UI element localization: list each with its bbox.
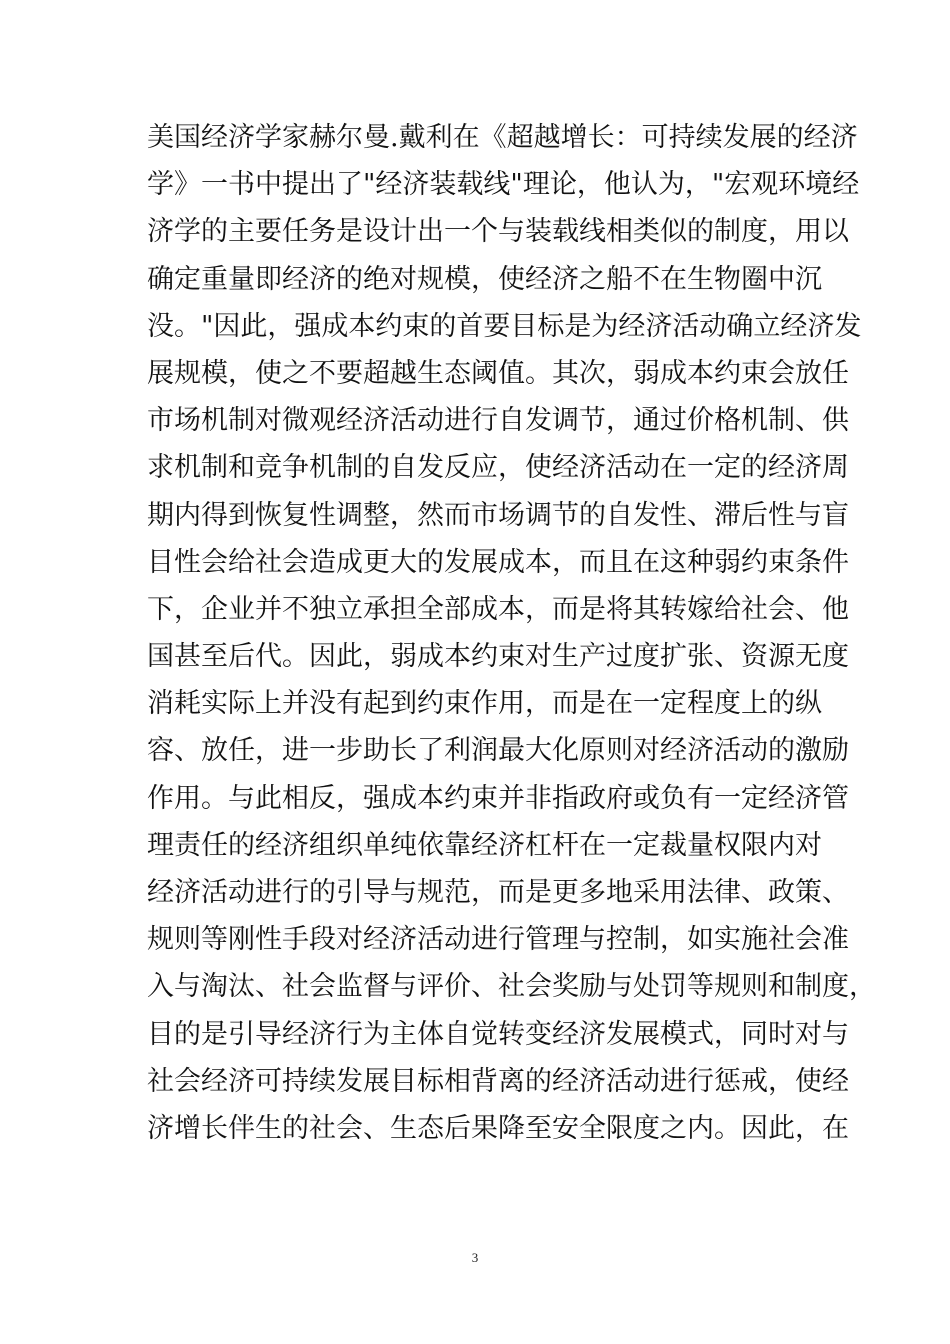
text-line: 没。"因此，强成本约束的首要目标是为经济活动确立经济发 (147, 310, 862, 342)
text-line: 求机制和竞争机制的自发反应，使经济活动在一定的经济周 (147, 452, 849, 484)
text-line: 国甚至后代。因此，弱成本约束对生产过度扩张、资源无度 (147, 641, 849, 673)
text-line: 确定重量即经济的绝对规模，使经济之船不在生物圈中沉 (147, 263, 822, 295)
text-line: 展规模，使之不要超越生态阈值。其次，弱成本约束会放任 (147, 357, 849, 389)
text-line: 下，企业并不独立承担全部成本，而是将其转嫁给社会、他 (147, 593, 849, 625)
text-line: 入与淘汰、社会监督与评价、社会奖励与处罚等规则和制度， (147, 971, 876, 1003)
text-line: 作用。与此相反，强成本约束并非指政府或负有一定经济管 (147, 782, 849, 814)
text-line: 经济活动进行的引导与规范，而是更多地采用法律、政策、 (147, 877, 849, 908)
text-line: 目的是引导经济行为主体自觉转变经济发展模式，同时对与 (147, 1018, 849, 1050)
text-line: 社会经济可持续发展目标相背离的经济活动进行惩戒，使经 (147, 1065, 849, 1097)
text-line: 市场机制对微观经济活动进行自发调节，通过价格机制、供 (147, 405, 849, 437)
text-line: 期内得到恢复性调整，然而市场调节的自发性、滞后性与盲 (147, 499, 849, 531)
text-line: 济增长伴生的社会、生态后果降至安全限度之内。因此，在 (147, 1112, 849, 1144)
body-paragraph (147, 114, 876, 1152)
text-line: 规则等刚性手段对经济活动进行管理与控制，如实施社会准 (147, 924, 849, 956)
text-line: 消耗实际上并没有起到约束作用，而是在一定程度上的纵 (147, 688, 822, 720)
text-line: 目性会给社会造成更大的发展成本，而且在这种弱约束条件 (147, 546, 849, 578)
text-line: 济学的主要任务是设计出一个与装载线相类似的制度，用以 (147, 216, 849, 248)
text-line: 理责任的经济组织单纯依靠经济杠杆在一定裁量权限内对 (147, 829, 822, 861)
text-line: 美国经济学家赫尔曼.戴利在《超越增长：可持续发展的经济 (147, 122, 858, 153)
text-line: 容、放任，进一步助长了利润最大化原则对经济活动的激励 (147, 735, 849, 767)
page-number: 3 (471, 1250, 479, 1265)
text-line: 学》一书中提出了"经济装载线"理论，他认为，"宏观环境经 (147, 169, 860, 201)
